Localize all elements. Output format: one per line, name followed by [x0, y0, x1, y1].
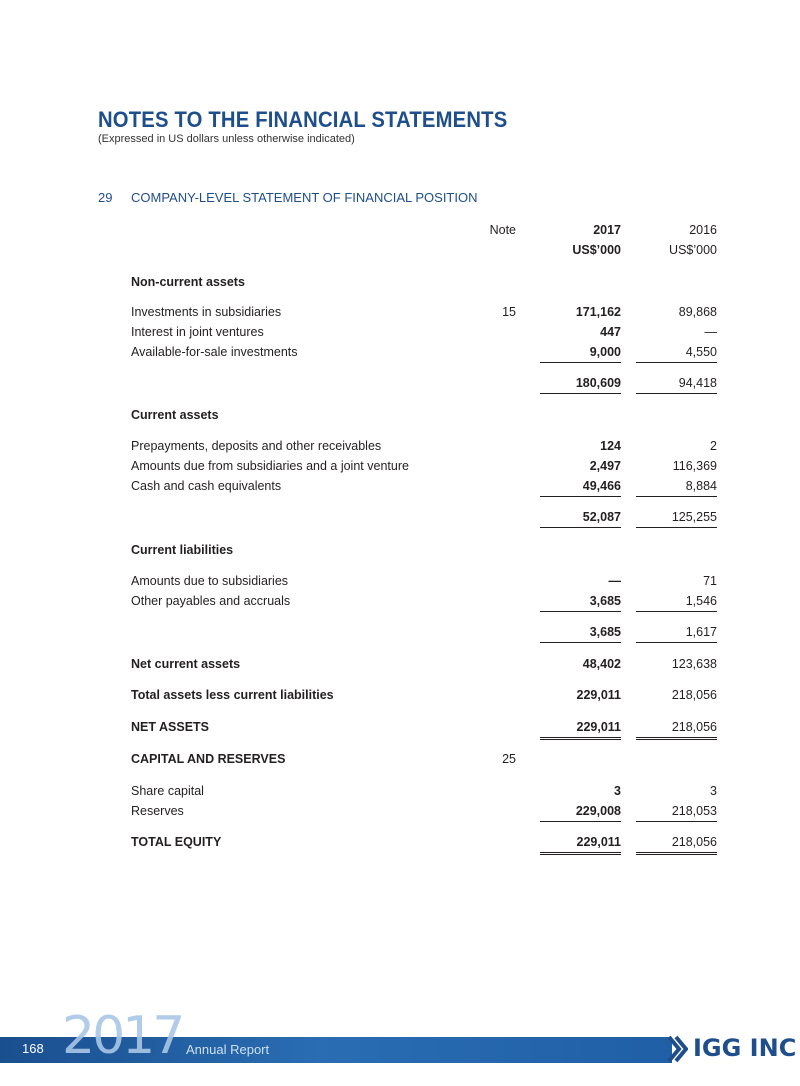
table-row [0, 720, 800, 738]
row-label: Available-for-sale investments [131, 345, 298, 359]
subtotal-rule [540, 527, 621, 528]
table-row [0, 439, 800, 457]
col-header-2017: 2017 [593, 223, 621, 237]
brand-logo: IGG INC [693, 1034, 797, 1062]
row-value-2016: 123,638 [671, 657, 717, 671]
row-value-2016: 71 [703, 574, 717, 588]
row-value-2016: 4,550 [685, 345, 717, 359]
row-value-2017: 49,466 [582, 479, 621, 493]
col-header-note: Note [489, 223, 516, 237]
table-row [0, 275, 800, 293]
page-number: 168 [22, 1041, 44, 1056]
subtotal-rule [636, 821, 717, 822]
subtotal-rule [636, 496, 717, 497]
row-value-2016: 116,369 [672, 459, 717, 473]
row-value-2016: 218,053 [671, 804, 717, 818]
row-label: Amounts due from subsidiaries and a joint venture [131, 459, 409, 473]
table-header-years [0, 223, 800, 241]
row-value-2017: 124 [600, 439, 621, 453]
row-value-2017: 52,087 [582, 510, 621, 524]
table-row [0, 459, 800, 477]
row-note: 15 [502, 305, 516, 319]
subtotal-rule [636, 393, 717, 394]
row-label: CAPITAL AND RESERVES [131, 752, 286, 766]
row-value-2017: 229,011 [576, 688, 621, 702]
table-row [0, 657, 800, 675]
table-row [0, 543, 800, 561]
total-double-rule [636, 737, 717, 740]
table-row-subtotal [0, 376, 800, 394]
row-label: Non-current assets [131, 275, 245, 289]
row-value-2017: 3,685 [589, 625, 621, 639]
row-value-2017: 229,011 [576, 720, 621, 734]
page-header-title: NOTES TO THE FINANCIAL STATEMENTS [98, 107, 508, 132]
row-label: Net current assets [131, 657, 241, 671]
row-value-2017: 171,162 [575, 305, 621, 319]
subtotal-rule [540, 362, 621, 363]
table-header-units [0, 243, 800, 261]
row-value-2016: 3 [710, 784, 717, 798]
total-double-rule [636, 852, 717, 855]
table-row [0, 804, 800, 822]
subtotal-rule [636, 362, 717, 363]
row-value-2016: 2 [710, 439, 717, 453]
table-row [0, 574, 800, 592]
row-label: Other payables and accruals [131, 594, 291, 608]
report-label: Annual Report [186, 1042, 270, 1057]
row-value-2016: 94,418 [678, 376, 717, 390]
row-value-2017: 48,402 [582, 657, 621, 671]
row-value-2016: 125,255 [671, 510, 717, 524]
row-label: Share capital [131, 784, 204, 798]
table-row [0, 408, 800, 426]
subtotal-rule [636, 611, 717, 612]
row-value-2016: 8,884 [685, 479, 717, 493]
row-value-2016: 218,056 [671, 835, 717, 849]
row-label: NET ASSETS [131, 720, 210, 734]
table-row [0, 752, 800, 770]
row-value-2016: 1,617 [685, 625, 717, 639]
table-row-subtotal [0, 625, 800, 643]
row-label: Total assets less current liabilities [131, 688, 334, 702]
row-value-2017: 3,685 [589, 594, 621, 608]
table-row [0, 479, 800, 497]
row-value-2017: 229,008 [575, 804, 621, 818]
table-row [0, 305, 800, 323]
row-label: Current liabilities [131, 543, 234, 557]
page-header-subtitle: (Expressed in US dollars unless otherwise indicated) [98, 133, 355, 145]
total-double-rule [540, 852, 621, 855]
col-unit-2017: US$’000 [572, 243, 621, 257]
col-unit-2016: US$’000 [669, 243, 717, 257]
row-value-2017: 180,609 [575, 376, 621, 390]
subtotal-rule [540, 821, 621, 822]
section-number: 29 [98, 190, 113, 205]
row-value-2016: 89,868 [678, 305, 717, 319]
row-label: Amounts due to subsidiaries [131, 574, 289, 588]
row-label: Current assets [131, 408, 219, 422]
table-row [0, 325, 800, 343]
table-row-subtotal [0, 510, 800, 528]
col-header-2016: 2016 [689, 223, 717, 237]
row-value-2017: 2,497 [589, 459, 621, 473]
row-value-2017: 3 [614, 784, 621, 798]
total-double-rule [540, 737, 621, 740]
row-label: Cash and cash equivalents [131, 479, 282, 493]
table-row [0, 784, 800, 802]
row-value-2016: 1,546 [685, 594, 717, 608]
row-label: Reserves [131, 804, 184, 818]
subtotal-rule [540, 393, 621, 394]
subtotal-rule [540, 642, 621, 643]
row-label: Investments in subsidiaries [131, 305, 282, 319]
row-value-2017: — [608, 574, 621, 588]
row-label: Prepayments, deposits and other receivables [131, 439, 382, 453]
subtotal-rule [636, 527, 717, 528]
row-note: 25 [502, 752, 516, 766]
row-label: TOTAL EQUITY [131, 835, 222, 849]
row-value-2016: — [704, 325, 717, 339]
subtotal-rule [540, 611, 621, 612]
subtotal-rule [540, 496, 621, 497]
row-value-2017: 229,011 [576, 835, 621, 849]
subtotal-rule [636, 642, 717, 643]
row-value-2016: 218,056 [671, 688, 717, 702]
table-row [0, 688, 800, 706]
table-row [0, 835, 800, 853]
table-row [0, 345, 800, 363]
row-label: Interest in joint ventures [131, 325, 264, 339]
table-row [0, 594, 800, 612]
row-value-2017: 447 [600, 325, 621, 339]
section-title: COMPANY-LEVEL STATEMENT OF FINANCIAL POSITION [131, 190, 478, 205]
row-value-2016: 218,056 [671, 720, 717, 734]
chevron-right-icon [666, 1034, 688, 1069]
year-logo: 2017 [62, 1006, 183, 1066]
row-value-2017: 9,000 [589, 345, 621, 359]
